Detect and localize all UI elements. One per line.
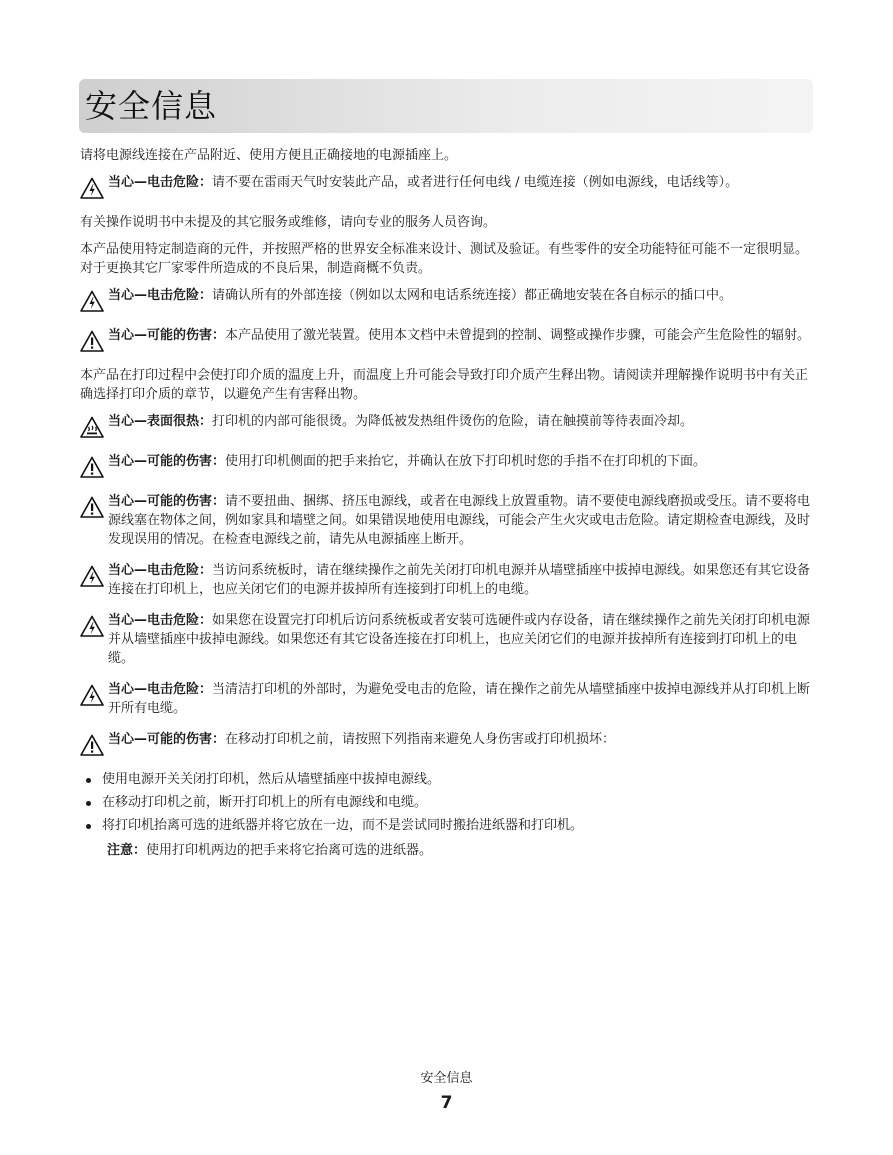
warning-text: 请不要扭曲、捆绑、挤压电源线，或者在电源线上放置重物。请不要使电源线磨损或受压。请不要将电源线塞在物体之间，例如家具和墙壁之间。如果错误地使用电源线，可能会产生火灾或电击危险。请定期检查电源线，及时发现误用的情况。在检查电源线之前，请先从电源插座上断开。 xyxy=(108,494,811,547)
page-title: 安全信息 xyxy=(85,87,218,125)
warning-block xyxy=(80,452,814,480)
note-label: 注意： xyxy=(107,843,147,858)
warning-text: 当清洁打印机的外部时，为避免受电击的危险，请在操作之前先从墙壁插座中拔掉电源线并从打印机上断开所有电缆。 xyxy=(108,682,811,716)
page-title-bar xyxy=(79,79,813,133)
electric-hazard-icon xyxy=(80,684,104,706)
warning-block xyxy=(80,286,814,314)
list-item xyxy=(80,770,814,789)
warning-block xyxy=(80,680,814,718)
page-number: 7 xyxy=(440,1093,453,1113)
list-item-text: 将打印机抬离可选的进纸器并将它放在一边，而不是尝试同时搬抬进纸器和打印机。 xyxy=(102,818,584,833)
warning-label: 当心—可能的伤害： xyxy=(108,732,226,747)
hot-surface-icon xyxy=(80,416,104,438)
warning-block xyxy=(80,730,814,758)
list-item-text: 使用电源开关关闭打印机，然后从墙壁插座中拔掉电源线。 xyxy=(102,772,441,787)
paragraph: 请将电源线连接在产品附近、使用方便且正确接地的电源插座上。 xyxy=(80,148,458,163)
caution-icon xyxy=(80,456,104,478)
electric-hazard-icon xyxy=(80,565,104,587)
caution-icon xyxy=(80,496,104,518)
list-item xyxy=(80,793,814,812)
warning-text: 本产品使用了激光装置。使用本文档中未曾提到的控制、调整或操作步骤，可能会产生危险性的辐射。 xyxy=(225,328,811,343)
list-item-text: 在移动打印机之前，断开打印机上的所有电源线和电缆。 xyxy=(102,795,428,810)
warning-block xyxy=(80,611,814,668)
warning-block xyxy=(80,412,814,440)
warning-text: 在移动打印机之前，请按照下列指南来避免人身伤害或打印机损坏： xyxy=(225,732,616,747)
note-text: 使用打印机两边的把手来将它抬离可选的进纸器。 xyxy=(146,843,433,858)
document-body xyxy=(80,146,814,860)
warning-label: 当心—电击危险： xyxy=(108,175,213,190)
electric-hazard-icon xyxy=(80,290,104,312)
warning-label: 当心—可能的伤害： xyxy=(108,454,226,469)
paragraph: 有关操作说明书中未提及的其它服务或维修，请向专业的服务人员咨询。 xyxy=(80,215,497,230)
warning-text: 当访问系统板时，请在继续操作之前先关闭打印机电源并从墙壁插座中拔掉电源线。如果您还有其它设备连接在打印机上，也应关闭它们的电源并拔掉所有连接到打印机上的电缆。 xyxy=(108,563,811,597)
bullet-icon xyxy=(86,801,91,806)
warning-block xyxy=(80,561,814,599)
warning-text: 请确认所有的外部连接（例如以太网和电话系统连接）都正确地安装在各自标示的插口中。 xyxy=(212,288,733,303)
caution-icon xyxy=(80,734,104,756)
warning-label: 当心—表面很热： xyxy=(108,414,213,429)
warning-label: 当心—电击危险： xyxy=(108,613,213,628)
warning-block xyxy=(80,326,814,354)
warning-block xyxy=(80,173,814,201)
list-item xyxy=(80,816,814,835)
warning-label: 当心—可能的伤害： xyxy=(108,328,226,343)
paragraph: 本产品使用特定制造商的元件，并按照严格的世界安全标准来设计、测试及验证。有些零件的安全功能特征可能不一定很明显。对于更换其它厂家零件所造成的不良后果，制造商概不负责。 xyxy=(80,242,809,276)
note xyxy=(80,841,814,860)
warning-block xyxy=(80,492,814,549)
electric-hazard-icon xyxy=(80,615,104,637)
warning-label: 当心—电击危险： xyxy=(108,288,213,303)
warning-text: 请不要在雷雨天气时安装此产品，或者进行任何电线 / 电缆连接（例如电源线，电话线等）。 xyxy=(212,175,739,190)
warning-label: 当心—电击危险： xyxy=(108,682,213,697)
warning-label: 当心—电击危险： xyxy=(108,563,213,578)
warning-label: 当心—可能的伤害： xyxy=(108,494,226,509)
bullet-icon xyxy=(86,778,91,783)
footer-section-label: 安全信息 xyxy=(420,1071,473,1086)
bullet-list xyxy=(80,770,814,835)
warning-text: 使用打印机侧面的把手来抬它，并确认在放下打印机时您的手指不在打印机的下面。 xyxy=(225,454,707,469)
paragraph: 本产品在打印过程中会使打印介质的温度上升，而温度上升可能会导致打印介质产生释出物。请阅读并理解操作说明书中有关正确选择打印介质的章节，以避免产生有害释出物。 xyxy=(80,368,809,402)
warning-text: 如果您在设置完打印机后访问系统板或者安装可选硬件或内存设备，请在继续操作之前先关闭打印机电源并从墙壁插座中拔掉电源线。如果您还有其它设备连接在打印机上，也应关闭它们的电源并拔掉所有连接到打印机上的电缆。 xyxy=(108,613,811,666)
warning-text: 打印机的内部可能很烫。为降低被发热组件烫伤的危险，请在触摸前等待表面冷却。 xyxy=(212,414,694,429)
caution-icon xyxy=(80,330,104,352)
bullet-icon xyxy=(86,824,91,829)
electric-hazard-icon xyxy=(80,177,104,199)
